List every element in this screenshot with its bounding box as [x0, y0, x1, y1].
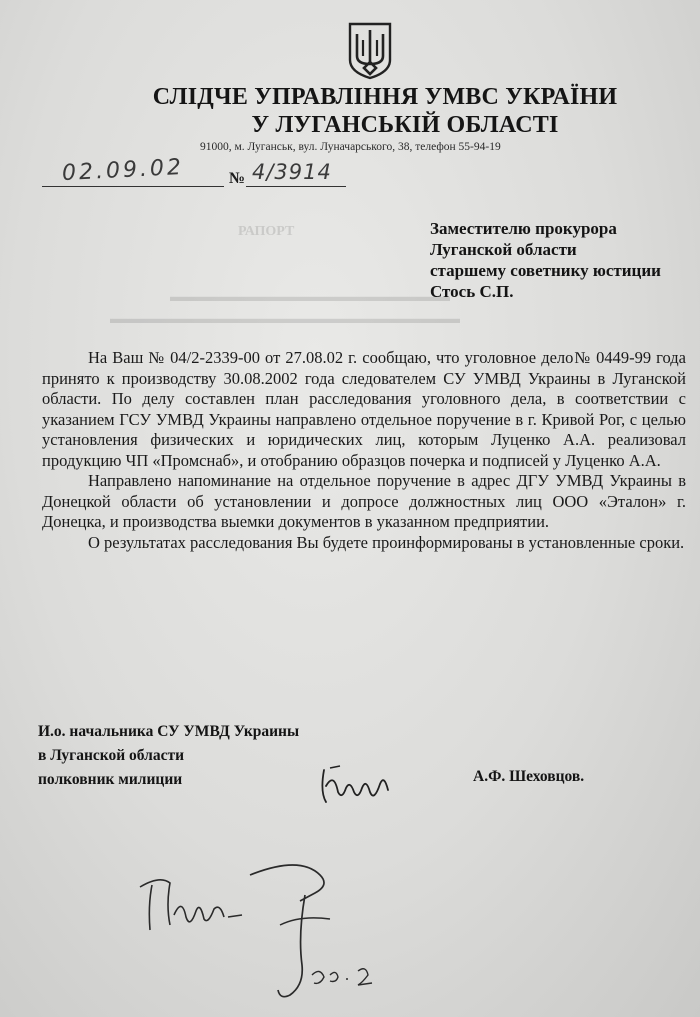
signatory-line: в Луганской области — [38, 747, 185, 764]
recipient-line: Луганской области — [430, 240, 577, 259]
recipient-line: Заместителю прокурора — [430, 219, 617, 238]
signatory-line: полковник милиции — [38, 771, 183, 788]
trident-emblem-icon — [347, 22, 393, 80]
recipient-block — [430, 218, 690, 302]
bleed-through-text: ▬▬▬▬▬▬▬▬▬▬▬▬▬▬▬▬▬▬▬▬ — [170, 290, 450, 305]
letter-body — [42, 348, 686, 553]
number-sign: № — [229, 170, 246, 187]
number-underline — [246, 186, 346, 187]
org-name-line1: СЛІДЧЕ УПРАВЛІННЯ УМВС УКРАЇНИ — [152, 84, 618, 110]
handwritten-resolution — [130, 845, 410, 1005]
signatory-line: И.о. начальника СУ УМВД Украины — [38, 723, 300, 740]
date-underline — [42, 186, 224, 187]
signatory-name: А.Ф. Шеховцов. — [473, 768, 585, 785]
registration-date: 02.09.02 — [61, 154, 185, 187]
org-address: 91000, м. Луганськ, вул. Луначарського, 38, телефон 55-94-19 — [200, 141, 501, 153]
bleed-through-text: РАПОРТ — [238, 224, 295, 239]
handwritten-signature — [316, 762, 396, 812]
recipient-line: старшему советнику юстиции — [430, 261, 661, 280]
recipient-line: Стось С.П. — [430, 282, 514, 301]
body-paragraph: На Ваш № 04/2-2339-00 от 27.08.02 г. сообщаю, что уголовное дело№ 0449-99 года принято к производству 30.08.2002 года следователем СУ УМВД Украины в Луганской области. По делу составлен план расследования уголовного дела, в соответствии с указанием ГСУ УМВД Украины направлено отдельное поручение в г. Кривой Рог, с целью установления физических и юридических лиц, которым Луценко А.А. реализовал продукцию ЧП «Промснаб», и отобранию образцов почерка и подписей у Луценко А.А. — [42, 348, 686, 470]
org-name-line2: У ЛУГАНСЬКІЙ ОБЛАСТІ — [251, 112, 559, 138]
bleed-through-text: ▬▬▬▬▬▬▬▬▬▬▬▬▬▬▬▬▬▬▬▬▬▬▬▬▬ — [110, 312, 460, 327]
body-paragraph: Направлено напоминание на отдельное поручение в адрес ДГУ УМВД Украины в Донецкой области об установлении и допросе должностных лиц ООО «Эталон» г. Донецка, и производства выемки документов в указанном предприятии. — [42, 471, 686, 531]
registration-number: 4/3914 — [252, 160, 332, 184]
body-paragraph: О результатах расследования Вы будете проинформированы в установленные сроки. — [88, 532, 685, 552]
